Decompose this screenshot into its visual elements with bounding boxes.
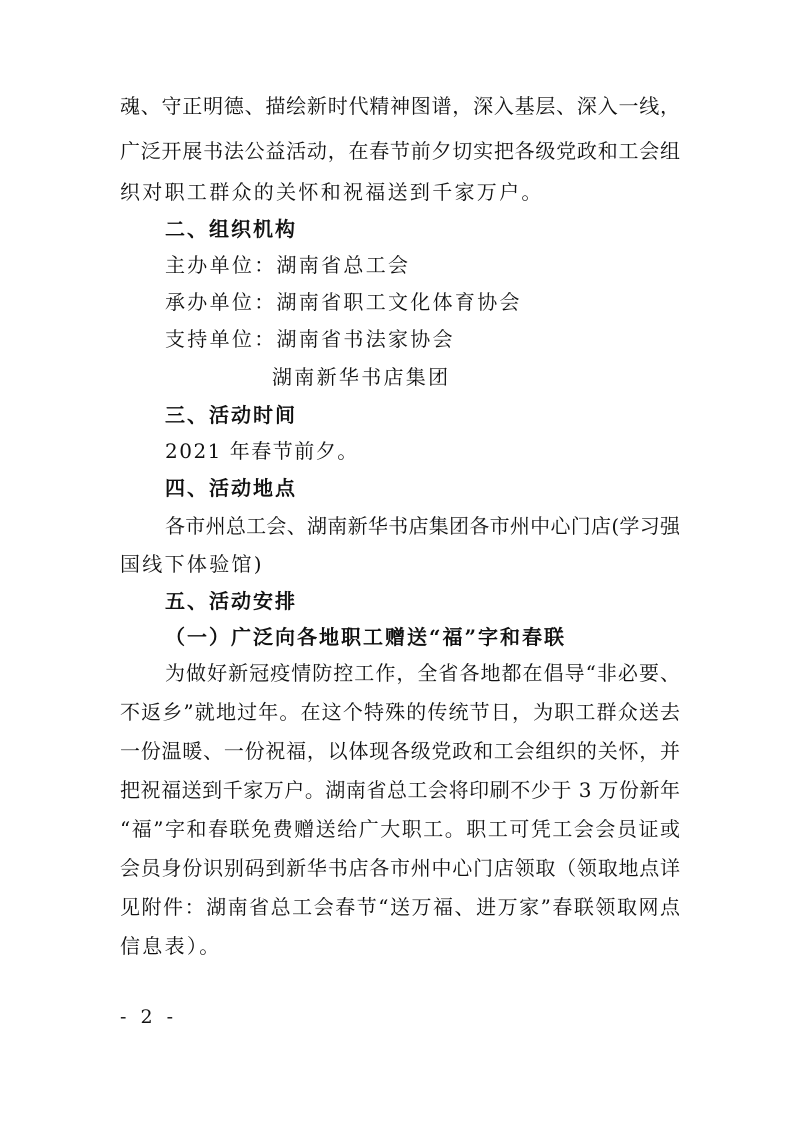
location-line-1: 各市州总工会、湖南新华书店集团各市州中心门店(学习强 [165,514,680,538]
arrangement-line-8: 信息表）。 [120,934,222,958]
subsection-heading-1: （一）广泛向各地职工赠送“福”字和春联 [165,625,567,649]
section-heading-location: 四、活动地点 [165,476,297,500]
arrangement-line-5: “福”字和春联免费赠送给广大职工。职工可凭工会会员证或 [120,817,680,841]
supporter-line: 支持单位：湖南省书法家协会 [165,327,455,351]
arrangement-line-2: 不返乡”就地过年。在这个特殊的传统节日，为职工群众送去 [120,700,680,724]
arrangement-line-7: 见附件：湖南省总工会春节“送万福、进万家”春联领取网点 [120,895,680,919]
page-number: - 2 - [120,1006,178,1028]
arrangement-line-4: 把祝福送到千家万户。湖南省总工会将印刷不少于 3 万份新年 [120,778,680,802]
time-line: 2021 年春节前夕。 [165,439,359,463]
body-line-1: 魂、守正明德、描绘新时代精神图谱，深入基层、深入一线， [120,94,680,118]
co-organizer-line: 承办单位：湖南省职工文化体育协会 [165,290,522,314]
section-heading-organization: 二、组织机构 [165,217,297,241]
arrangement-line-6: 会员身份识别码到新华书店各市州中心门店领取（领取地点详 [120,856,680,880]
body-line-2: 广泛开展书法公益活动，在春节前夕切实把各级党政和工会组 [120,139,680,163]
organizer-line: 主办单位：湖南省总工会 [165,253,411,277]
supporter-line-2: 湖南新华书店集团 [272,365,451,389]
arrangement-line-3: 一份温暖、一份祝福，以体现各级党政和工会组织的关怀，并 [120,739,680,763]
location-line-2: 国线下体验馆) [120,552,264,576]
arrangement-line-1: 为做好新冠疫情防控工作，全省各地都在倡导“非必要、 [165,661,680,685]
body-line-3: 织对职工群众的关怀和祝福送到千家万户。 [120,180,544,204]
section-heading-arrangement: 五、活动安排 [165,589,297,613]
section-heading-time: 三、活动时间 [165,403,297,427]
